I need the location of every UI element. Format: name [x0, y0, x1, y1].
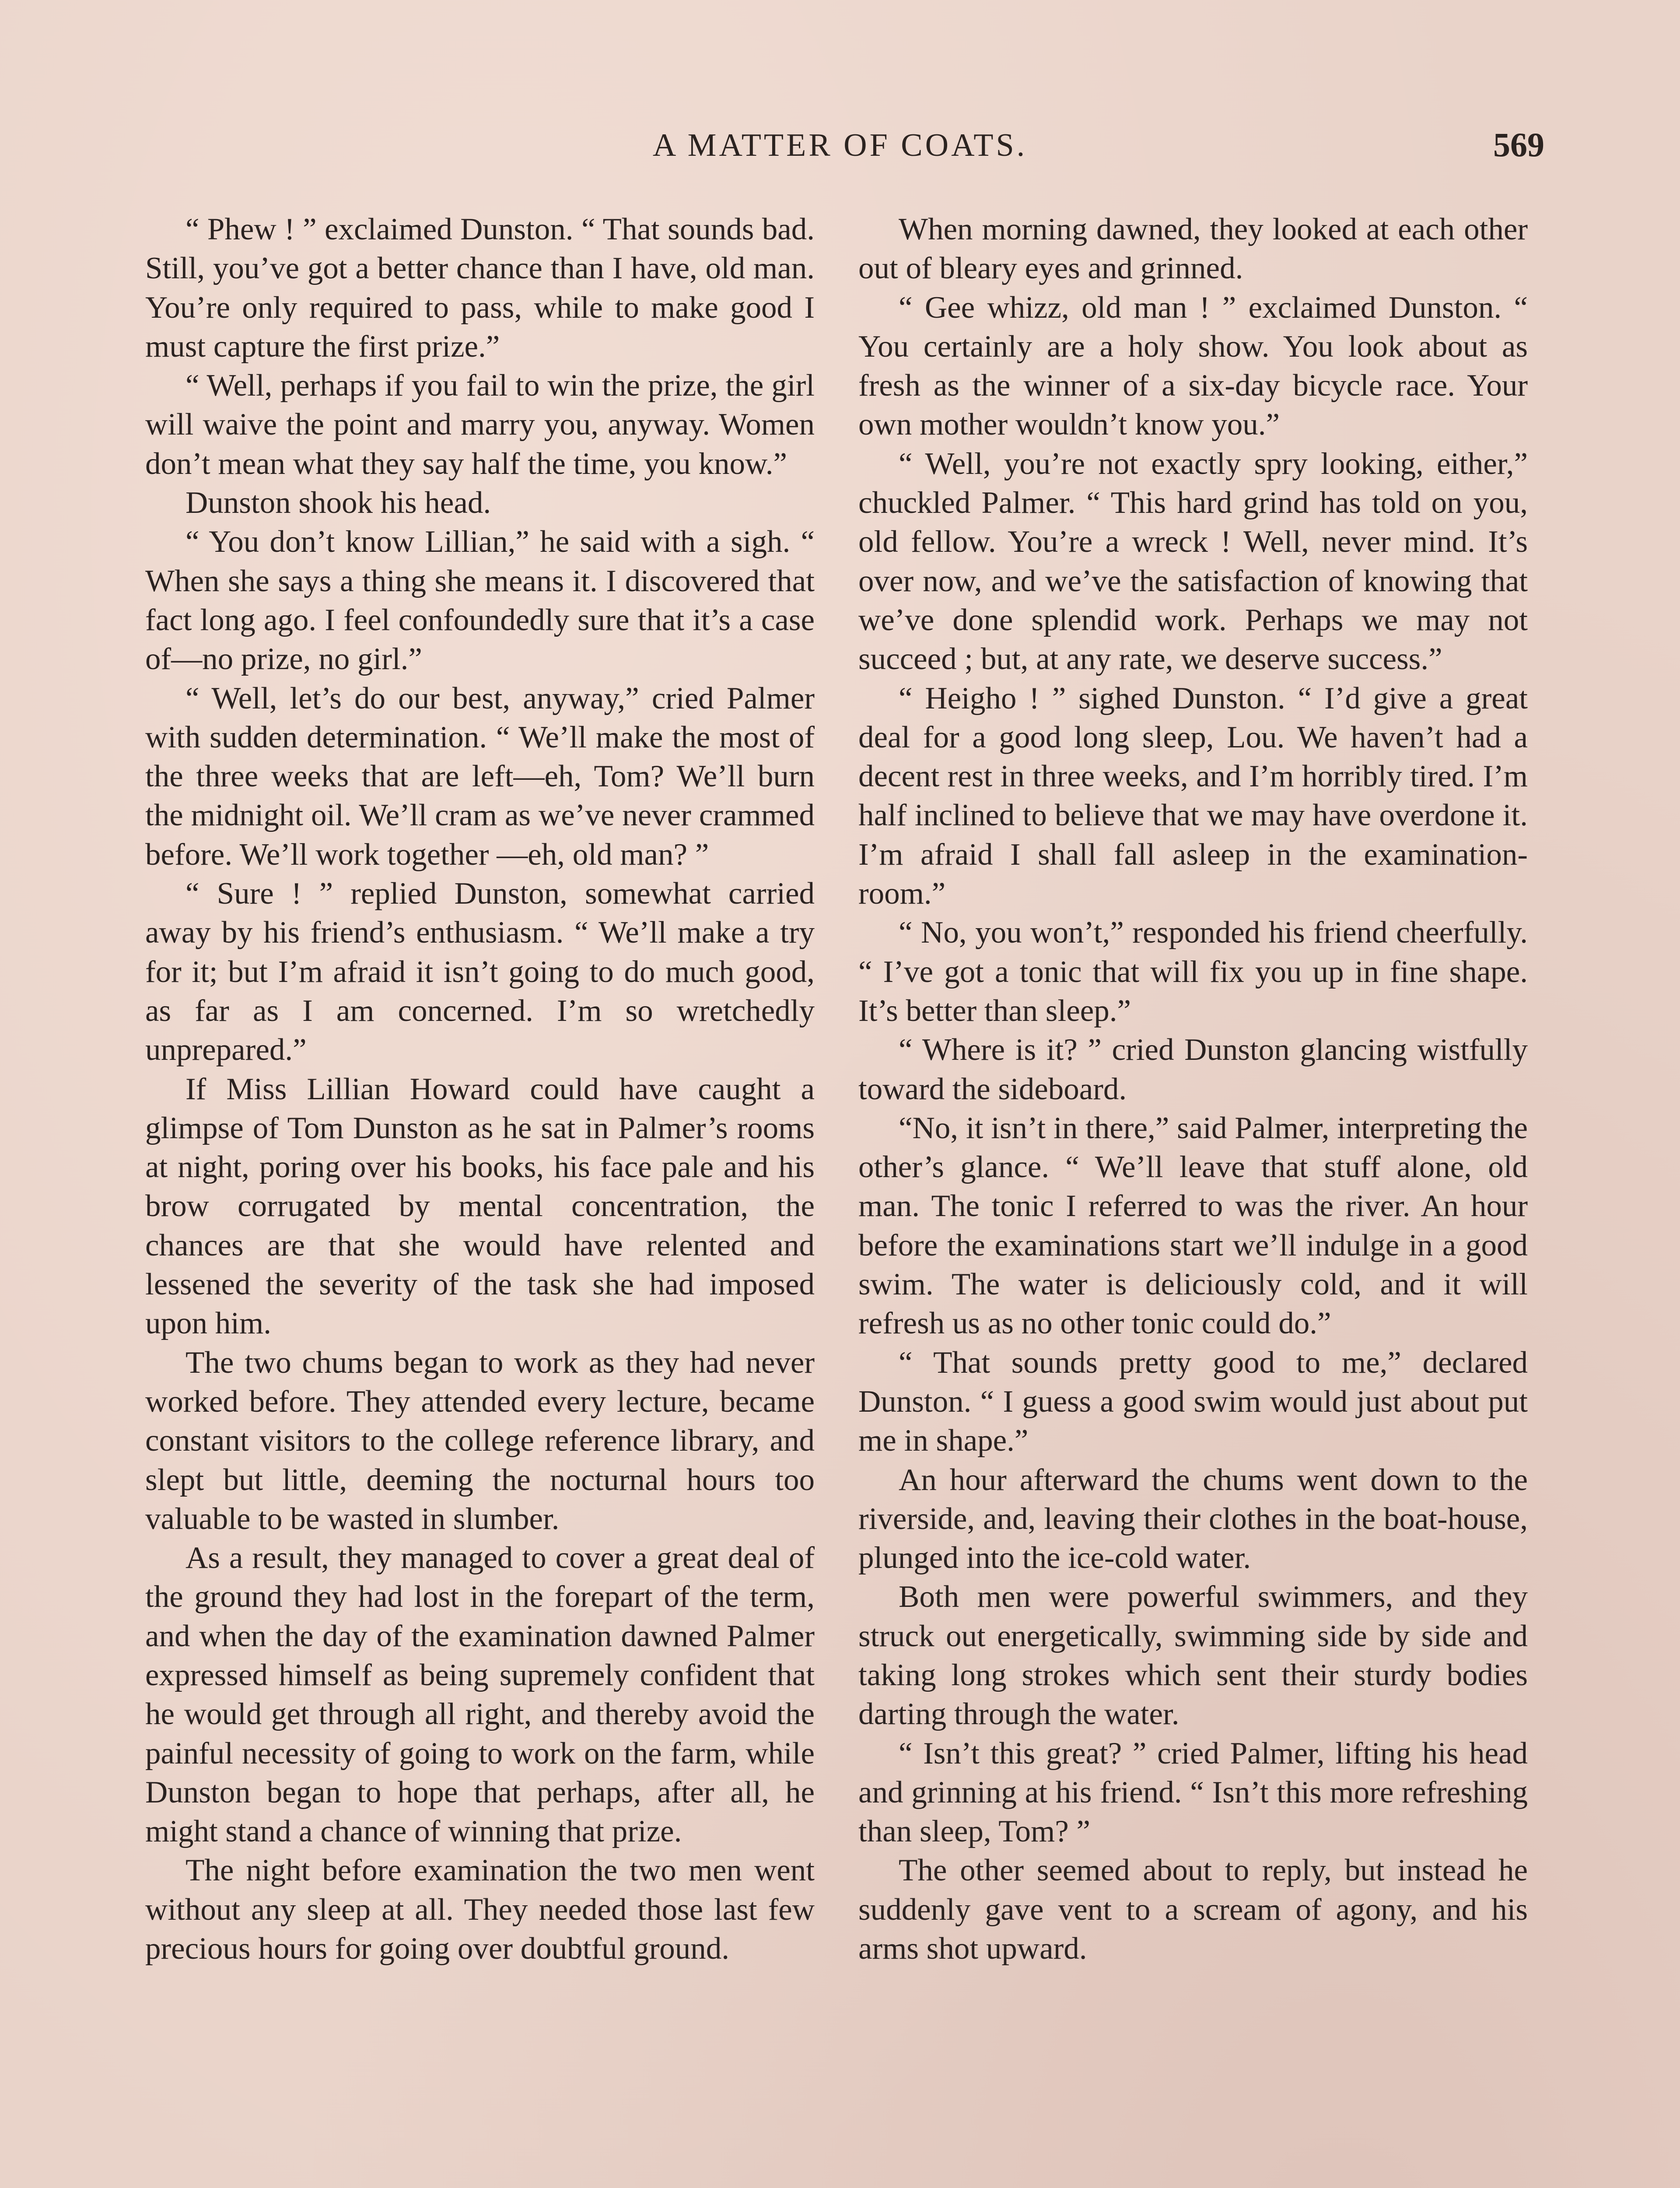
paragraph: “ Heigho ! ” sighed Dunston. “ I’d give a great deal for a good long sleep, Lou. We haven’t had a decent rest in three weeks, and I’m horribly tired. I’m half inclined to believe that we may have overdone it. I’m afraid I shall fall asleep in the examination-room.” [858, 681, 1528, 911]
page-number: 569 [1493, 126, 1544, 164]
paragraph: “ Well, you’re not exactly spry looking, either,” chuckled Palmer. “ This hard grind has told on you, old fellow. You’re a wreck ! Well, never mind. It’s over now, and we’ve the satisfaction of knowing that we’ve done splendid work. Perhaps we may not succeed ; but, at any rate, we deserve success.” [858, 446, 1528, 677]
paragraph: “ Where is it? ” cried Dunston glancing wistfully toward the sideboard. [858, 1033, 1528, 1106]
paragraph: “ Phew ! ” exclaimed Dunston. “ That sounds bad. Still, you’ve got a better chance than I have, old man. You’re only required to pass, while to make good I must capture the first prize.” [145, 212, 815, 364]
paragraph: Dunston shook his head. [186, 486, 491, 520]
paragraph: The two chums began to work as they had never worked before. They attended every lecture, became constant visitors to the college reference library, and slept but little, deeming the nocturnal hours too valuable to be wasted in slumber. [145, 1345, 815, 1536]
paragraph: Both men were powerful swimmers, and they struck out energetically, swimming side by side and taking long strokes which sent their sturdy bodies darting through the water. [858, 1580, 1528, 1732]
text-column-left [145, 210, 815, 1968]
paragraph: “ Gee whizz, old man ! ” exclaimed Dunston. “ You certainly are a holy show. You look about as fresh as the winner of a six-day bicycle race. Your own mother wouldn’t know you.” [858, 290, 1528, 442]
paragraph: The other seemed about to reply, but instead he suddenly gave vent to a scream of agony, and his arms shot upward. [858, 1853, 1528, 1966]
paragraph: “ That sounds pretty good to me,” declared Dunston. “ I guess a good swim would just about put me in shape.” [858, 1345, 1528, 1458]
paragraph: The night before examination the two men went without any sleep at all. They needed those last few precious hours for going over doubtful ground. [145, 1853, 815, 1966]
paragraph: “ You don’t know Lillian,” he said with a sigh. “ When she says a thing she means it. I discovered that fact long ago. I feel confoundedly sure that it’s a case of—no prize, no girl.” [145, 525, 815, 677]
text-column-right [858, 210, 1528, 1968]
paragraph: “No, it isn’t in there,” said Palmer, interpreting the other’s glance. “ We’ll leave that stuff alone, old man. The tonic I referred to was the river. An hour before the examinations start we’ll indulge in a good swim. The water is deliciously cold, and it will refresh us as no other tonic could do.” [858, 1111, 1528, 1341]
paragraph: “ Isn’t this great? ” cried Palmer, lifting his head and grinning at his friend. “ Isn’t this more refreshing than sleep, Tom? ” [858, 1736, 1528, 1849]
paragraph: “ Sure ! ” replied Dunston, somewhat carried away by his friend’s enthusiasm. “ We’ll make a try for it; but I’m afraid it isn’t going to do much good, as far as I am concerned. I’m so wretchedly unprepared.” [145, 877, 815, 1067]
paragraph: “ No, you won’t,” responded his friend cheerfully. “ I’ve got a tonic that will fix you up in fine shape. It’s better than sleep.” [858, 915, 1528, 1028]
paragraph: When morning dawned, they looked at each other out of bleary eyes and grinned. [858, 212, 1528, 286]
paragraph: As a result, they managed to cover a great deal of the ground they had lost in the forepart of the term, and when the day of the examination dawned Palmer expressed himself as being supremely confident that he would get through all right, and thereby avoid the painful necessity of going to work on the farm, while Dunston began to hope that perhaps, after all, he might stand a chance of winning that prize. [145, 1541, 815, 1849]
paragraph: “ Well, let’s do our best, anyway,” cried Palmer with sudden determination. “ We’ll make the most of the three weeks that are left—eh, Tom? We’ll burn the midnight oil. We’ll cram as we’ve never crammed before. We’ll work together —eh, old man? ” [145, 681, 815, 872]
running-header-title: A MATTER OF COATS. [652, 127, 1028, 163]
paragraph: If Miss Lillian Howard could have caught a glimpse of Tom Dunston as he sat in Palmer’s rooms at night, poring over his books, his face pale and his brow corrugated by mental concentration, the chances are that she would have relented and lessened the severity of the task she had imposed upon him. [145, 1072, 815, 1341]
paragraph: An hour afterward the chums went down to the riverside, and, leaving their clothes in the boat-house, plunged into the ice-cold water. [858, 1462, 1528, 1575]
paragraph: “ Well, perhaps if you fail to win the prize, the girl will waive the point and marry you, anyway. Women don’t mean what they say half the time, you know.” [145, 368, 815, 481]
